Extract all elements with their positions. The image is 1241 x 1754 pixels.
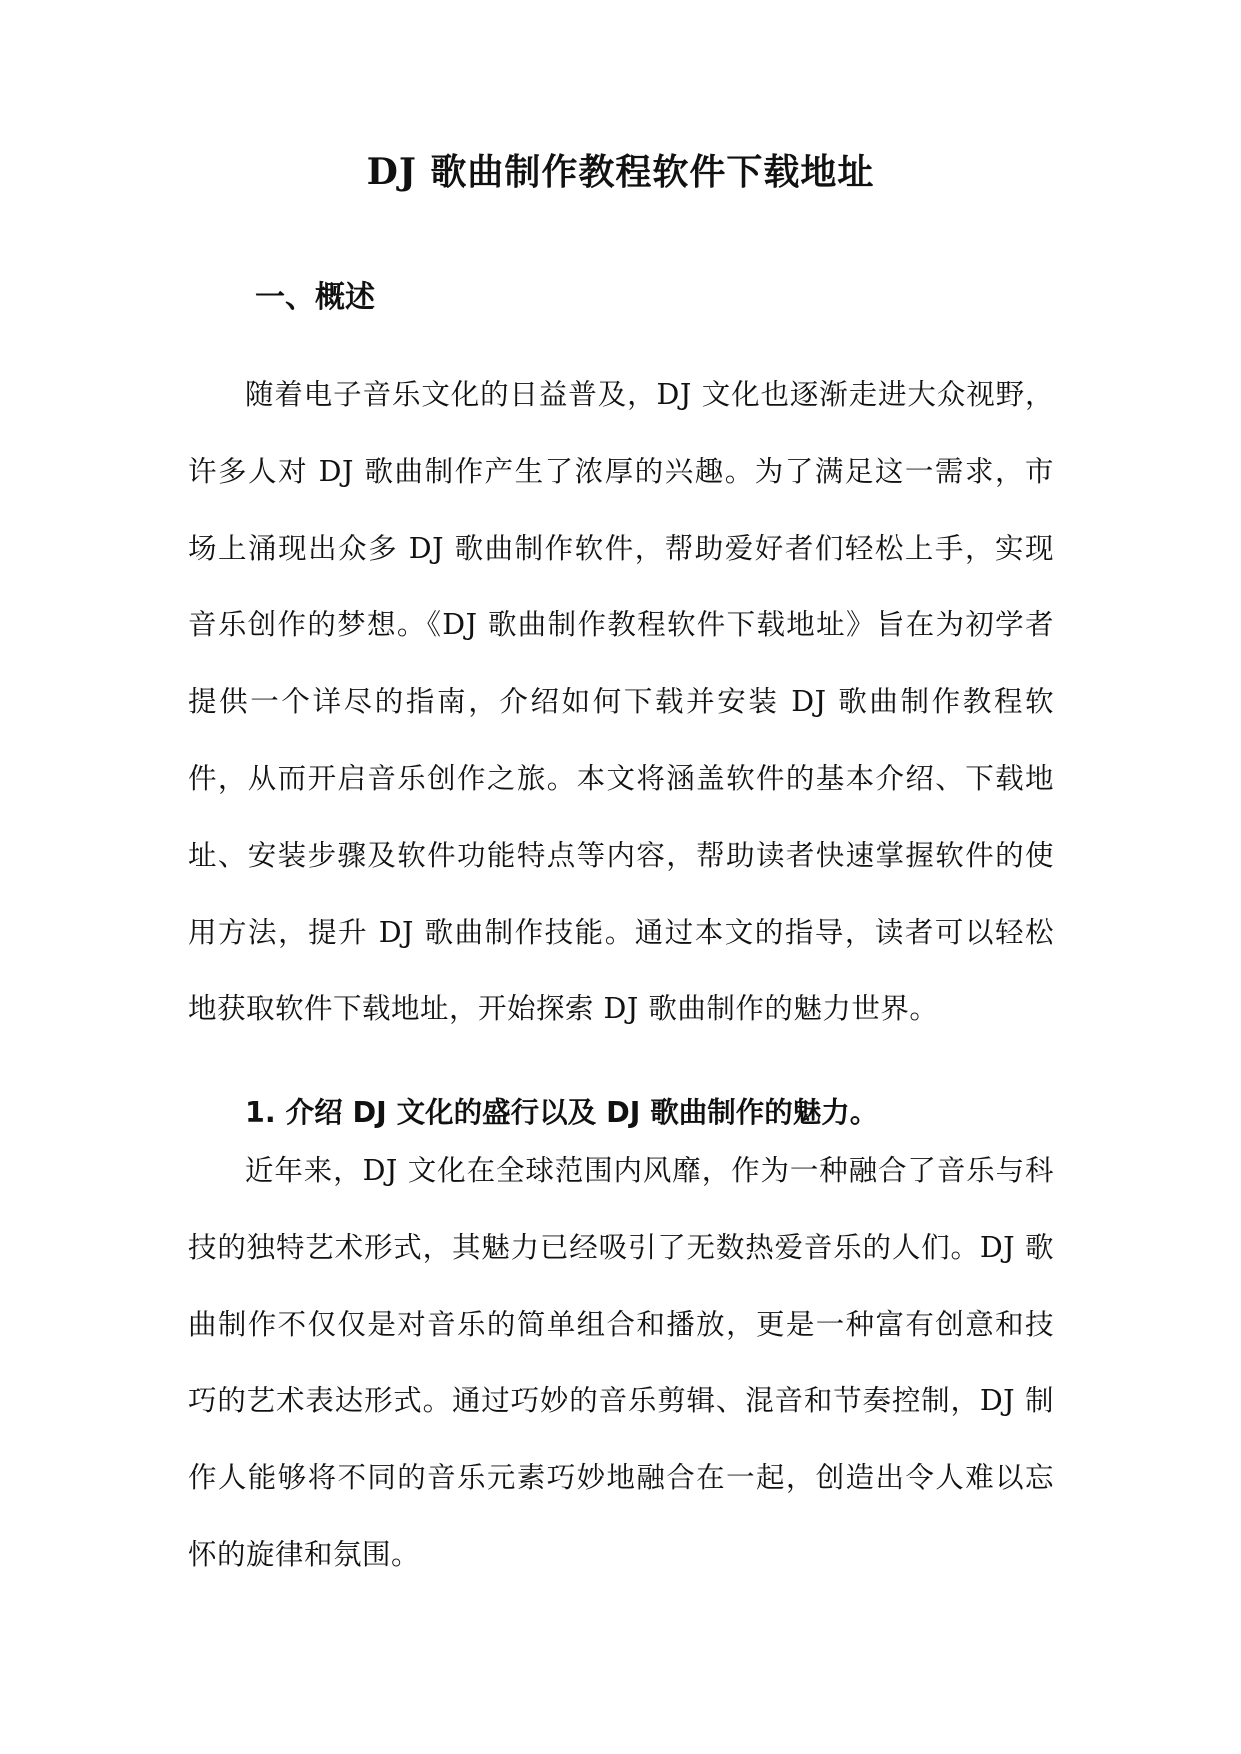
overview-paragraph: 随着电子音乐文化的日益普及，DJ 文化也逐渐走进大众视野，许多人对 DJ 歌曲制作产生了浓厚的兴趣。为了满足这一需求，市场上涌现出众多 DJ 歌曲制作软件，帮助爱好者们轻松上手，实现音乐创作的梦想。《DJ 歌曲制作教程软件下载地址》旨在为初学者提供一个详尽的指南，介绍如何下载并安装 DJ 歌曲制作教程软件，从而开启音乐创作之旅。本文将涵盖软件的基本介绍、下载地址、安装步骤及软件功能特点等内容，帮助读者快速掌握软件的使用方法，提升 DJ 歌曲制作技能。通过本文的指导，读者可以轻松地获取软件下载地址，开始探索 DJ 歌曲制作的魅力世界。 bbox=[188, 378, 1054, 1026]
document-title: DJ 歌曲制作教程软件下载地址 bbox=[366, 151, 875, 193]
section-heading-dj-culture: 1. 介绍 DJ 文化的盛行以及 DJ 歌曲制作的魅力。 bbox=[245, 1096, 879, 1129]
section-heading-overview: 一、概述 bbox=[255, 280, 375, 315]
dj-culture-paragraph: 近年来，DJ 文化在全球范围内风靡，作为一种融合了音乐与科技的独特艺术形式，其魅力已经吸引了无数热爱音乐的人们。DJ 歌曲制作不仅仅是对音乐的简单组合和播放，更是一种富有创意和技巧的艺术表达形式。通过巧妙的音乐剪辑、混音和节奏控制，DJ 制作人能够将不同的音乐元素巧妙地融合在一起，创造出令人难以忘怀的旋律和氛围。 bbox=[188, 1154, 1054, 1571]
